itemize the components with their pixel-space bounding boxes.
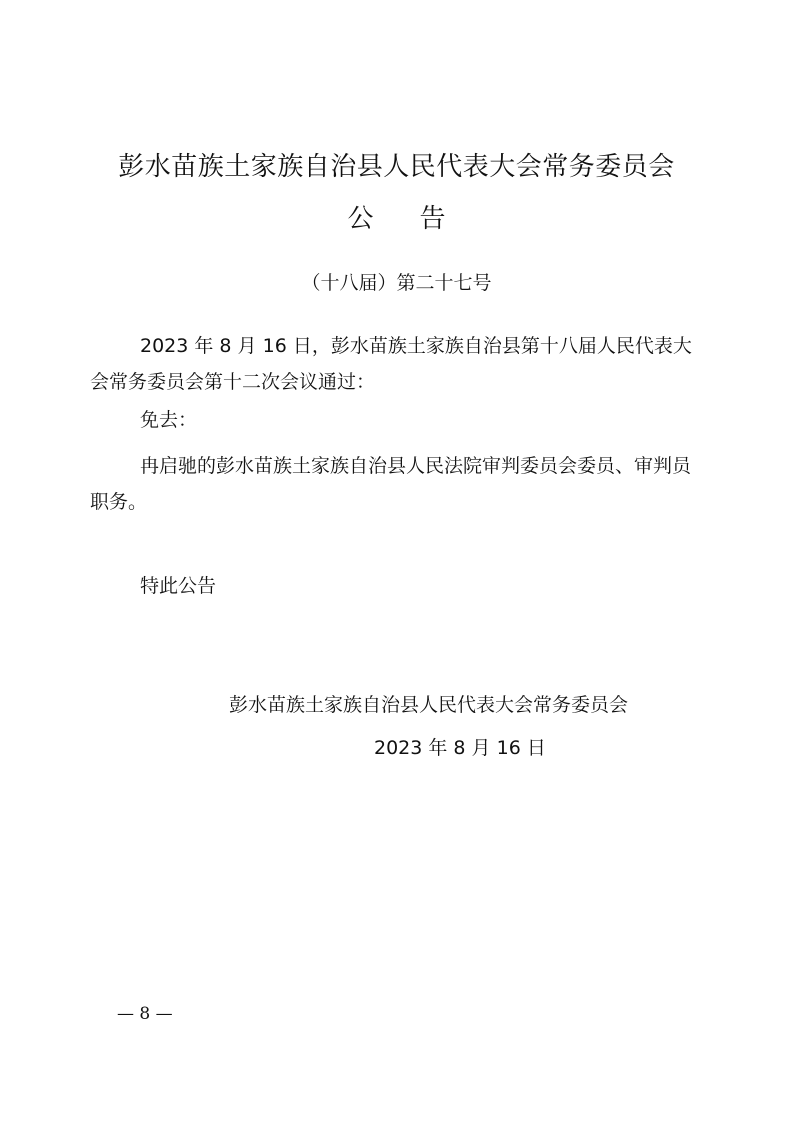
signature-date: 2023 年 8 月 16 日 (374, 737, 546, 759)
paragraph-removal-heading: 免去： (140, 409, 198, 431)
document-subtitle (0, 202, 793, 236)
paragraph-meeting-passage: 2023 年 8 月 16 日，彭水苗族土家族自治县第十八届人民代表大会常务委员会第十二次会议通过： (90, 335, 692, 393)
signature-organization: 彭水苗族土家族自治县人民代表大会常务委员会 (229, 694, 629, 716)
page-number: — 8 — (117, 1004, 173, 1024)
paragraph-closing: 特此公告 (140, 575, 217, 597)
subtitle-char-1: 公 (347, 204, 374, 234)
paragraph-removal-detail: 冉启驰的彭水苗族土家族自治县人民法院审判委员会委员、审判员职务。 (90, 455, 692, 513)
document-title: 彭水苗族土家族自治县人民代表大会常务委员会 (118, 152, 675, 182)
document-number: （十八届）第二十七号 (301, 272, 492, 294)
subtitle-char-2: 告 (419, 204, 446, 234)
